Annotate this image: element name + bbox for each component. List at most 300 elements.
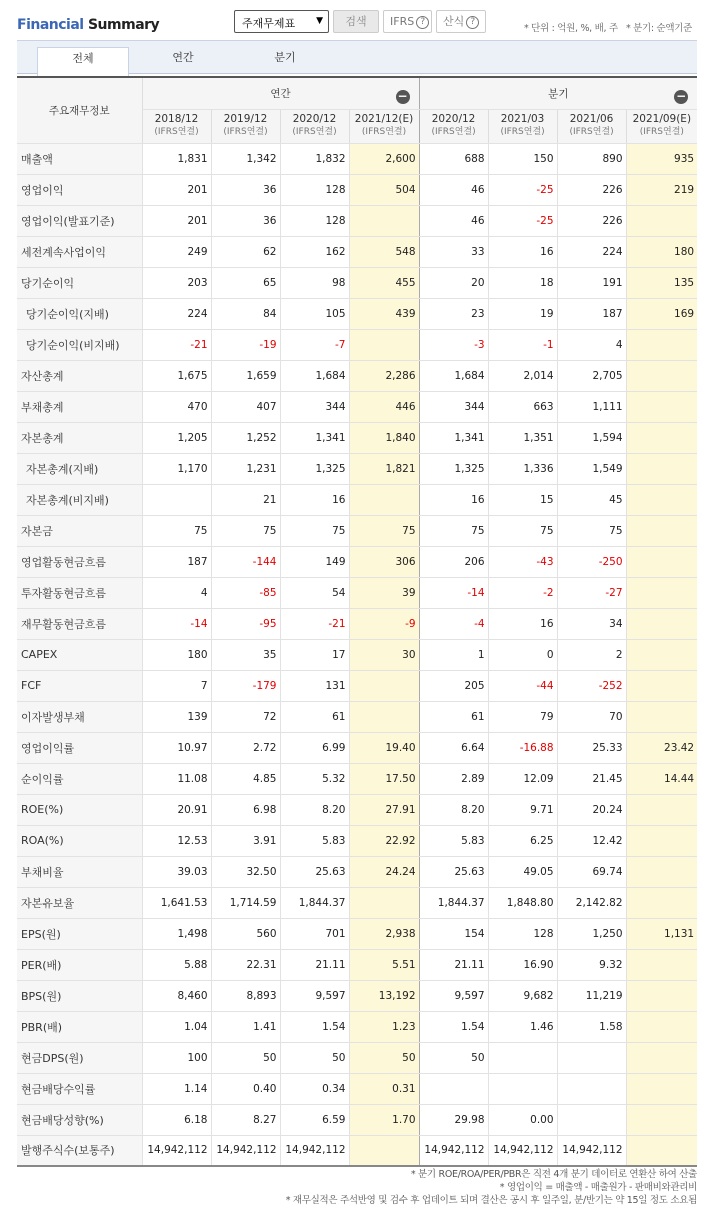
row-label: 자본총계(지배) bbox=[17, 453, 142, 484]
help-icon[interactable]: ? bbox=[466, 16, 479, 29]
corner-header: 주요재무정보 bbox=[17, 77, 142, 143]
table-cell: 154 bbox=[419, 918, 488, 949]
table-cell bbox=[488, 1042, 557, 1073]
table-cell: 701 bbox=[280, 918, 349, 949]
table-cell: 19.40 bbox=[349, 732, 419, 763]
period-label: 2019/12 bbox=[223, 113, 268, 125]
table-row bbox=[17, 1011, 697, 1042]
table-cell: 2,938 bbox=[349, 918, 419, 949]
table-cell: 9,597 bbox=[419, 980, 488, 1011]
table-cell: -25 bbox=[488, 205, 557, 236]
table-cell: -9 bbox=[349, 608, 419, 639]
table-cell: 1 bbox=[419, 639, 488, 670]
table-cell: 14,942,112 bbox=[557, 1135, 626, 1166]
table-cell: 5.83 bbox=[419, 825, 488, 856]
table-cell: 2,705 bbox=[557, 360, 626, 391]
table-cell: 6.59 bbox=[280, 1104, 349, 1135]
table-cell: 20.24 bbox=[557, 794, 626, 825]
table-cell: 50 bbox=[280, 1042, 349, 1073]
table-cell bbox=[626, 422, 697, 453]
table-cell: 1,684 bbox=[280, 360, 349, 391]
footnote: * 분기 ROE/ROA/PER/PBR은 직전 4개 분기 데이터로 연환산 하여 산출 bbox=[410, 1169, 697, 1180]
table-cell: -252 bbox=[557, 670, 626, 701]
collapse-icon[interactable]: − bbox=[676, 89, 687, 103]
quarter-note: * 분기: 순액기준 bbox=[626, 23, 693, 34]
table-cell: 455 bbox=[349, 267, 419, 298]
period-label: 2021/09(E) bbox=[632, 113, 692, 125]
statement-select[interactable] bbox=[234, 10, 329, 33]
table-cell: -14 bbox=[419, 577, 488, 608]
table-cell: 6.18 bbox=[142, 1104, 211, 1135]
table-cell: 935 bbox=[626, 143, 697, 174]
table-cell: 14,942,112 bbox=[419, 1135, 488, 1166]
table-cell: 1.54 bbox=[419, 1011, 488, 1042]
row-label: 세전계속사업이익 bbox=[17, 236, 142, 267]
table-row bbox=[17, 701, 697, 732]
help-icon[interactable]: ? bbox=[416, 16, 429, 29]
table-cell: 12.42 bbox=[557, 825, 626, 856]
table-cell: 1,131 bbox=[626, 918, 697, 949]
table-cell: 8,893 bbox=[211, 980, 280, 1011]
table-cell: 9,682 bbox=[488, 980, 557, 1011]
table-cell: 1,594 bbox=[557, 422, 626, 453]
table-cell: -2 bbox=[488, 577, 557, 608]
table-cell: 23 bbox=[419, 298, 488, 329]
table-cell: 219 bbox=[626, 174, 697, 205]
table-cell: -1 bbox=[488, 329, 557, 360]
table-cell: 1,250 bbox=[557, 918, 626, 949]
table-cell: 84 bbox=[211, 298, 280, 329]
table-cell: 25.63 bbox=[419, 856, 488, 887]
table-cell: 75 bbox=[488, 515, 557, 546]
table-cell: 162 bbox=[280, 236, 349, 267]
table-cell: 1,325 bbox=[280, 453, 349, 484]
table-cell: 1,341 bbox=[280, 422, 349, 453]
table-row bbox=[17, 515, 697, 546]
table-cell: 75 bbox=[142, 515, 211, 546]
table-cell: 46 bbox=[419, 205, 488, 236]
table-cell: 21.11 bbox=[419, 949, 488, 980]
table-cell bbox=[626, 701, 697, 732]
table-cell: 1.14 bbox=[142, 1073, 211, 1104]
row-label: CAPEX bbox=[17, 639, 142, 670]
table-cell: 5.32 bbox=[280, 763, 349, 794]
row-label: 자본유보율 bbox=[17, 887, 142, 918]
table-cell bbox=[626, 980, 697, 1011]
table-cell: 226 bbox=[557, 205, 626, 236]
table-cell: 187 bbox=[557, 298, 626, 329]
table-cell: -250 bbox=[557, 546, 626, 577]
table-cell: 75 bbox=[349, 515, 419, 546]
table-cell: 27.91 bbox=[349, 794, 419, 825]
table-row bbox=[17, 329, 697, 360]
table-cell: 50 bbox=[349, 1042, 419, 1073]
table-cell: -3 bbox=[419, 329, 488, 360]
table-row bbox=[17, 825, 697, 856]
statement-select-value: 주재무제표 bbox=[242, 17, 296, 30]
row-label: 영업활동현금흐름 bbox=[17, 546, 142, 577]
table-row bbox=[17, 577, 697, 608]
table-cell: 50 bbox=[419, 1042, 488, 1073]
period-basis: (IFRS연결) bbox=[569, 127, 614, 137]
table-cell: 150 bbox=[488, 143, 557, 174]
table-cell: 8.20 bbox=[419, 794, 488, 825]
table-cell bbox=[626, 1042, 697, 1073]
table-cell: -179 bbox=[211, 670, 280, 701]
period-header bbox=[280, 109, 349, 143]
row-label: 현금배당수익률 bbox=[17, 1073, 142, 1104]
group-label-quarter: 분기 bbox=[548, 87, 569, 100]
period-header bbox=[349, 109, 419, 143]
table-cell: 22.92 bbox=[349, 825, 419, 856]
table-cell: 61 bbox=[280, 701, 349, 732]
row-label: ROA(%) bbox=[17, 825, 142, 856]
table-cell: 1,336 bbox=[488, 453, 557, 484]
table-cell: 5.51 bbox=[349, 949, 419, 980]
table-cell: 9,597 bbox=[280, 980, 349, 1011]
table-cell bbox=[626, 1073, 697, 1104]
table-cell: 201 bbox=[142, 174, 211, 205]
table-cell: 1,821 bbox=[349, 453, 419, 484]
table-cell bbox=[349, 701, 419, 732]
table-cell: 32.50 bbox=[211, 856, 280, 887]
table-cell: 0.40 bbox=[211, 1073, 280, 1104]
table-row bbox=[17, 236, 697, 267]
table-row bbox=[17, 794, 697, 825]
table-cell bbox=[557, 1104, 626, 1135]
period-label: 2018/12 bbox=[154, 113, 199, 125]
table-cell: 4.85 bbox=[211, 763, 280, 794]
table-cell: 1,231 bbox=[211, 453, 280, 484]
table-cell: 35 bbox=[211, 639, 280, 670]
period-label: 2021/12(E) bbox=[354, 113, 414, 125]
table-cell: 7 bbox=[142, 670, 211, 701]
table-cell: 12.09 bbox=[488, 763, 557, 794]
table-row bbox=[17, 639, 697, 670]
table-cell: 1,498 bbox=[142, 918, 211, 949]
table-cell bbox=[557, 1073, 626, 1104]
row-label: 당기순이익 bbox=[17, 267, 142, 298]
table-cell: 1,342 bbox=[211, 143, 280, 174]
tab-annual[interactable]: 연간 bbox=[172, 51, 194, 64]
table-row bbox=[17, 360, 697, 391]
table-cell: 65 bbox=[211, 267, 280, 298]
table-cell: 33 bbox=[419, 236, 488, 267]
row-label: PBR(배) bbox=[17, 1011, 142, 1042]
formula-label: 산식 bbox=[443, 15, 465, 28]
table-cell: -14 bbox=[142, 608, 211, 639]
table-cell: 6.25 bbox=[488, 825, 557, 856]
table-cell: 75 bbox=[280, 515, 349, 546]
table-cell: 0 bbox=[488, 639, 557, 670]
table-cell: 688 bbox=[419, 143, 488, 174]
table-cell: -43 bbox=[488, 546, 557, 577]
table-cell: -95 bbox=[211, 608, 280, 639]
table-cell: 224 bbox=[557, 236, 626, 267]
table-cell: 5.88 bbox=[142, 949, 211, 980]
table-cell: -19 bbox=[211, 329, 280, 360]
table-cell bbox=[626, 205, 697, 236]
table-cell bbox=[349, 1135, 419, 1166]
table-cell: 50 bbox=[211, 1042, 280, 1073]
unit-note: * 단위 : 억원, %, 배, 주 bbox=[524, 23, 618, 34]
table-cell: 25.33 bbox=[557, 732, 626, 763]
row-label: BPS(원) bbox=[17, 980, 142, 1011]
table-cell: -4 bbox=[419, 608, 488, 639]
table-cell: -7 bbox=[280, 329, 349, 360]
table-cell: 34 bbox=[557, 608, 626, 639]
row-label: FCF bbox=[17, 670, 142, 701]
table-cell bbox=[626, 1104, 697, 1135]
table-cell: 16 bbox=[488, 236, 557, 267]
financial-summary-table bbox=[17, 76, 697, 1167]
table-cell: 2,142.82 bbox=[557, 887, 626, 918]
table-cell: 25.63 bbox=[280, 856, 349, 887]
table-cell: 72 bbox=[211, 701, 280, 732]
table-cell: 22.31 bbox=[211, 949, 280, 980]
row-label: 자본총계 bbox=[17, 422, 142, 453]
group-header-quarter bbox=[419, 77, 697, 109]
table-cell: 2,286 bbox=[349, 360, 419, 391]
table-cell: 2,600 bbox=[349, 143, 419, 174]
table-cell: 344 bbox=[419, 391, 488, 422]
table-cell: 1.41 bbox=[211, 1011, 280, 1042]
table-cell: -144 bbox=[211, 546, 280, 577]
table-cell: 16 bbox=[488, 608, 557, 639]
table-row bbox=[17, 1135, 697, 1166]
formula-button[interactable] bbox=[436, 10, 486, 33]
row-label: 자본총계(비지배) bbox=[17, 484, 142, 515]
table-cell: 1,832 bbox=[280, 143, 349, 174]
table-row bbox=[17, 949, 697, 980]
table-cell: 3.91 bbox=[211, 825, 280, 856]
table-cell: 49.05 bbox=[488, 856, 557, 887]
table-cell: 504 bbox=[349, 174, 419, 205]
table-cell: 12.53 bbox=[142, 825, 211, 856]
page-title bbox=[17, 17, 159, 33]
table-cell: 180 bbox=[626, 236, 697, 267]
table-row bbox=[17, 143, 697, 174]
table-cell: 1,684 bbox=[419, 360, 488, 391]
row-label: EPS(원) bbox=[17, 918, 142, 949]
row-label: 이자발생부채 bbox=[17, 701, 142, 732]
table-cell: 1,848.80 bbox=[488, 887, 557, 918]
row-label: 영업이익 bbox=[17, 174, 142, 205]
table-cell: 1,844.37 bbox=[419, 887, 488, 918]
period-header bbox=[557, 109, 626, 143]
table-row bbox=[17, 205, 697, 236]
table-cell: 20.91 bbox=[142, 794, 211, 825]
table-cell bbox=[349, 887, 419, 918]
table-cell bbox=[557, 1042, 626, 1073]
table-cell bbox=[626, 329, 697, 360]
row-label: 영업이익률 bbox=[17, 732, 142, 763]
table-cell: 75 bbox=[557, 515, 626, 546]
table-cell: 1,840 bbox=[349, 422, 419, 453]
row-label: 당기순이익(비지배) bbox=[17, 329, 142, 360]
collapse-icon[interactable]: − bbox=[397, 89, 408, 103]
table-cell: 1,641.53 bbox=[142, 887, 211, 918]
table-cell bbox=[419, 1073, 488, 1104]
period-label: 2021/06 bbox=[569, 113, 614, 125]
row-label: 부채총계 bbox=[17, 391, 142, 422]
period-header bbox=[419, 109, 488, 143]
table-cell: 62 bbox=[211, 236, 280, 267]
period-header bbox=[211, 109, 280, 143]
row-label: 현금DPS(원) bbox=[17, 1042, 142, 1073]
footnote: * 재무실적은 주석반영 및 검수 후 업데이트 되며 결산은 공시 후 일주일, 분/반기는 약 15일 정도 소요됨 bbox=[285, 1195, 697, 1206]
period-basis: (IFRS연결) bbox=[639, 127, 684, 137]
table-cell: 560 bbox=[211, 918, 280, 949]
ifrs-label: IFRS bbox=[390, 15, 415, 28]
table-row bbox=[17, 1104, 697, 1135]
table-cell: -21 bbox=[280, 608, 349, 639]
period-basis: (IFRS연결) bbox=[500, 127, 545, 137]
table-cell bbox=[626, 577, 697, 608]
table-cell: 8.20 bbox=[280, 794, 349, 825]
table-cell bbox=[626, 794, 697, 825]
table-cell: 70 bbox=[557, 701, 626, 732]
table-cell: 1,170 bbox=[142, 453, 211, 484]
row-label: 매출액 bbox=[17, 143, 142, 174]
tab-all[interactable]: 전체 bbox=[37, 47, 129, 76]
search-button[interactable]: 검색 bbox=[333, 10, 379, 33]
table-cell: 8,460 bbox=[142, 980, 211, 1011]
table-cell: 1.23 bbox=[349, 1011, 419, 1042]
table-cell bbox=[626, 825, 697, 856]
table-cell: 6.64 bbox=[419, 732, 488, 763]
table-cell: 1,549 bbox=[557, 453, 626, 484]
period-basis: (IFRS연결) bbox=[431, 127, 476, 137]
table-cell: 249 bbox=[142, 236, 211, 267]
row-label: 순이익률 bbox=[17, 763, 142, 794]
ifrs-button[interactable] bbox=[383, 10, 432, 33]
table-cell: 14,942,112 bbox=[142, 1135, 211, 1166]
table-cell: 0.00 bbox=[488, 1104, 557, 1135]
table-cell: 16 bbox=[280, 484, 349, 515]
table-cell: 36 bbox=[211, 174, 280, 205]
table-row bbox=[17, 918, 697, 949]
table-row bbox=[17, 1042, 697, 1073]
table-row bbox=[17, 267, 697, 298]
table-cell: 187 bbox=[142, 546, 211, 577]
table-row bbox=[17, 546, 697, 577]
table-cell: 61 bbox=[419, 701, 488, 732]
footnote: * 영업이익 = 매출액 - 매출원가 - 판매비와관리비 bbox=[499, 1182, 697, 1193]
table-cell: 54 bbox=[280, 577, 349, 608]
table-cell: 1,325 bbox=[419, 453, 488, 484]
table-row bbox=[17, 763, 697, 794]
row-label: 당기순이익(지배) bbox=[17, 298, 142, 329]
table-cell: 1.70 bbox=[349, 1104, 419, 1135]
tab-quarter[interactable]: 분기 bbox=[274, 51, 296, 64]
period-header bbox=[488, 109, 557, 143]
table-cell: 18 bbox=[488, 267, 557, 298]
table-cell: 439 bbox=[349, 298, 419, 329]
table-cell: 79 bbox=[488, 701, 557, 732]
table-cell: 9.32 bbox=[557, 949, 626, 980]
table-cell: 1,844.37 bbox=[280, 887, 349, 918]
table-cell bbox=[626, 453, 697, 484]
table-cell: 1,205 bbox=[142, 422, 211, 453]
table-cell: 1,714.59 bbox=[211, 887, 280, 918]
table-cell: 14,942,112 bbox=[211, 1135, 280, 1166]
table-cell: 15 bbox=[488, 484, 557, 515]
table-row bbox=[17, 391, 697, 422]
period-basis: (IFRS연결) bbox=[223, 127, 268, 137]
table-cell: 8.27 bbox=[211, 1104, 280, 1135]
table-cell: 1.04 bbox=[142, 1011, 211, 1042]
table-cell bbox=[349, 670, 419, 701]
table-cell: 6.98 bbox=[211, 794, 280, 825]
row-label: 부채비율 bbox=[17, 856, 142, 887]
table-cell bbox=[349, 329, 419, 360]
table-cell: 203 bbox=[142, 267, 211, 298]
table-cell: 139 bbox=[142, 701, 211, 732]
table-cell: 135 bbox=[626, 267, 697, 298]
table-cell: 1,341 bbox=[419, 422, 488, 453]
period-tabs bbox=[17, 40, 697, 74]
period-label: 2020/12 bbox=[292, 113, 337, 125]
table-cell: 407 bbox=[211, 391, 280, 422]
footnotes bbox=[286, 1168, 697, 1207]
table-cell: 0.34 bbox=[280, 1073, 349, 1104]
table-cell: 36 bbox=[211, 205, 280, 236]
table-cell: 470 bbox=[142, 391, 211, 422]
table-cell bbox=[626, 856, 697, 887]
table-cell: 1.54 bbox=[280, 1011, 349, 1042]
table-cell: 0.31 bbox=[349, 1073, 419, 1104]
row-label: 현금배당성향(%) bbox=[17, 1104, 142, 1135]
table-cell: 128 bbox=[280, 205, 349, 236]
table-cell: 11,219 bbox=[557, 980, 626, 1011]
table-cell: 1,252 bbox=[211, 422, 280, 453]
period-header bbox=[142, 109, 211, 143]
table-cell: 13,192 bbox=[349, 980, 419, 1011]
table-cell: 1,675 bbox=[142, 360, 211, 391]
table-row bbox=[17, 608, 697, 639]
table-cell bbox=[626, 360, 697, 391]
row-label: 발행주식수(보통주) bbox=[17, 1135, 142, 1166]
table-cell: 128 bbox=[280, 174, 349, 205]
period-header bbox=[626, 109, 697, 143]
period-basis: (IFRS연결) bbox=[292, 127, 337, 137]
table-cell: 1.58 bbox=[557, 1011, 626, 1042]
table-row bbox=[17, 670, 697, 701]
table-cell: 663 bbox=[488, 391, 557, 422]
table-cell: 128 bbox=[488, 918, 557, 949]
group-label-annual: 연간 bbox=[270, 87, 291, 100]
table-cell: 1,659 bbox=[211, 360, 280, 391]
table-cell: 105 bbox=[280, 298, 349, 329]
table-cell: 45 bbox=[557, 484, 626, 515]
table-row bbox=[17, 484, 697, 515]
table-cell: 39.03 bbox=[142, 856, 211, 887]
row-label: 재무활동현금흐름 bbox=[17, 608, 142, 639]
table-cell bbox=[626, 670, 697, 701]
table-cell bbox=[626, 1011, 697, 1042]
table-cell: 446 bbox=[349, 391, 419, 422]
table-cell: -85 bbox=[211, 577, 280, 608]
row-label: 자본금 bbox=[17, 515, 142, 546]
table-cell: 21 bbox=[211, 484, 280, 515]
table-cell: 75 bbox=[211, 515, 280, 546]
table-cell: 1,351 bbox=[488, 422, 557, 453]
table-cell: 2,014 bbox=[488, 360, 557, 391]
row-label: PER(배) bbox=[17, 949, 142, 980]
chevron-down-icon: ▼ bbox=[316, 16, 323, 26]
table-cell: 16.90 bbox=[488, 949, 557, 980]
